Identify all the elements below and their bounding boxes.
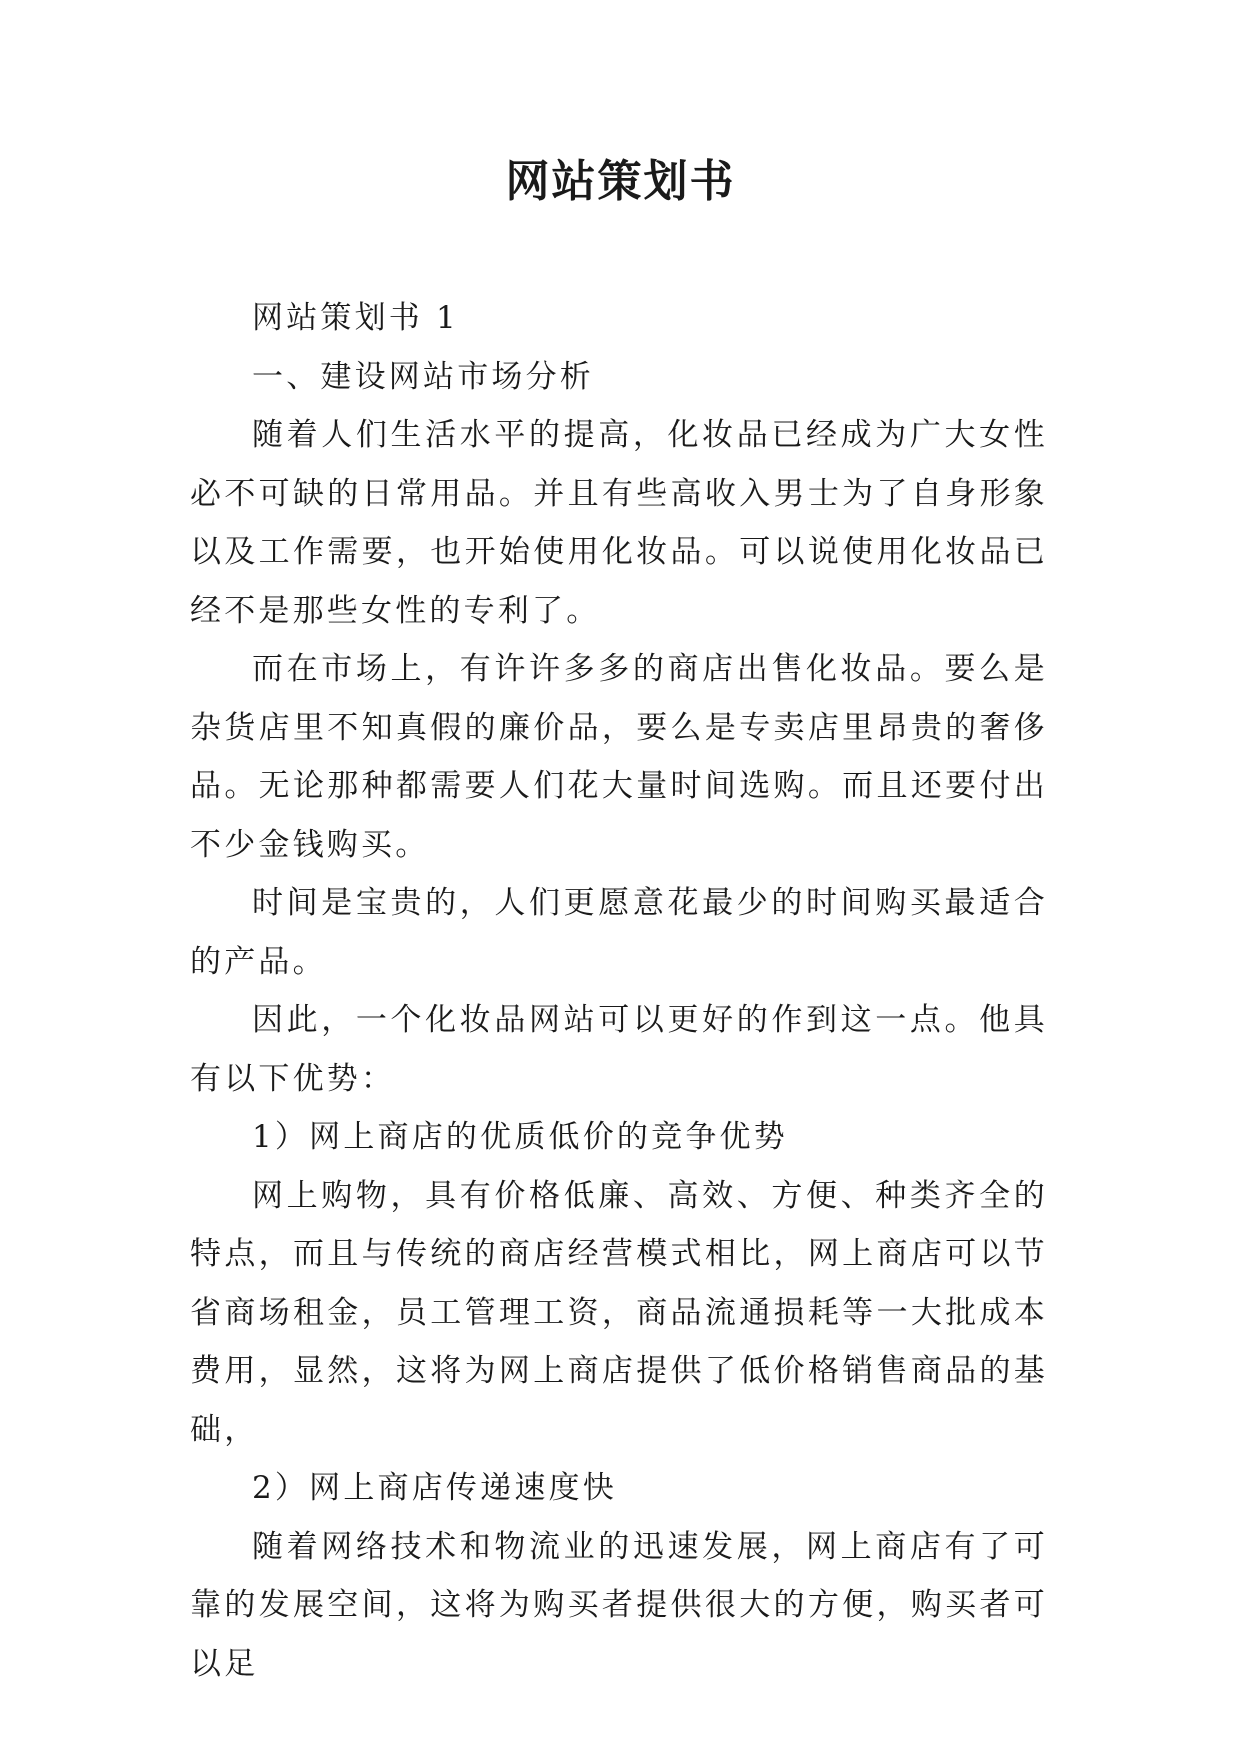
body-paragraph: 随着网络技术和物流业的迅速发展，网上商店有了可靠的发展空间，这将为购买者提供很大的方便，购买者可以足 bbox=[190, 1528, 1048, 1682]
list-heading: 1）网上商店的优质低价的竞争优势 bbox=[252, 1119, 788, 1155]
body-paragraph: 网上购物，具有价格低廉、高效、方便、种类齐全的特点，而且与传统的商店经营模式相比，网上商店可以节省商场租金，员工管理工资，商品流通损耗等一大批成本费用，显然，这将为网上商店提供了低价格销售商品的基础， bbox=[190, 1177, 1048, 1448]
body-paragraph: 而在市场上，有许许多多的商店出售化妆品。要么是杂货店里不知真假的廉价品，要么是专卖店里昂贵的奢侈品。无论那种都需要人们花大量时间选购。而且还要付出不少金钱购买。 bbox=[190, 651, 1048, 863]
section-heading: 一、建设网站市场分析 bbox=[252, 358, 594, 395]
document-body bbox=[190, 289, 1048, 1693]
body-paragraph: 随着人们生活水平的提高，化妆品已经成为广大女性必不可缺的日常用品。并且有些高收入男士为了自身形象以及工作需要，也开始使用化妆品。可以说使用化妆品已经不是那些女性的专利了。 bbox=[190, 417, 1048, 629]
subtitle-paragraph: 网站策划书 1 bbox=[252, 300, 459, 336]
body-paragraph: 因此，一个化妆品网站可以更好的作到这一点。他具有以下优势： bbox=[190, 1002, 1048, 1097]
page-title: 网站策划书 bbox=[505, 156, 736, 207]
list-heading: 2）网上商店传递速度快 bbox=[252, 1470, 617, 1506]
body-paragraph: 时间是宝贵的，人们更愿意花最少的时间购买最适合的产品。 bbox=[190, 885, 1048, 980]
